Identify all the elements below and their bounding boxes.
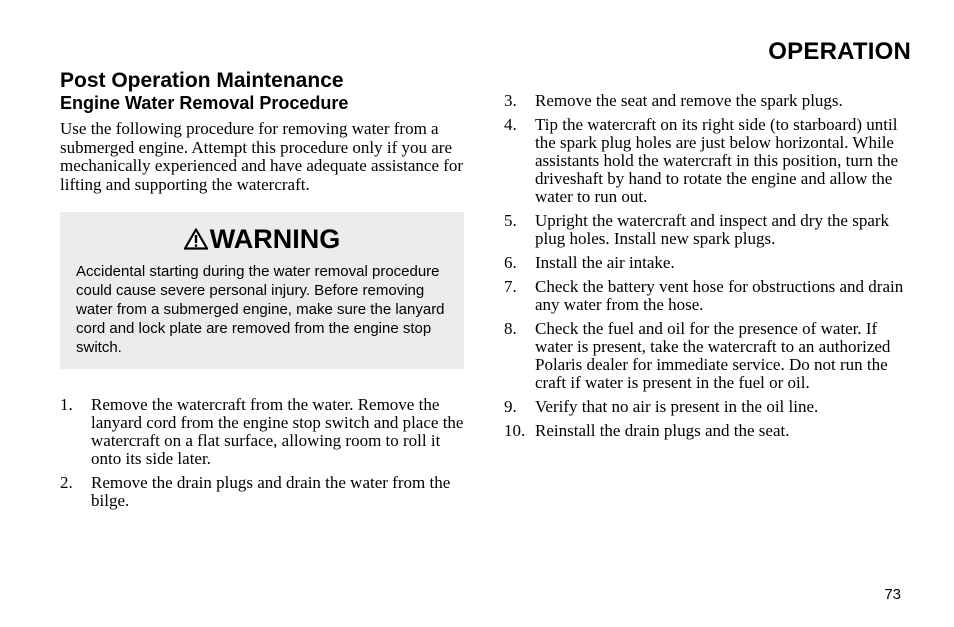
intro-paragraph: Use the following procedure for removing water from a submerged engine. Attempt this procedure only if you are mechanically experienced and have adequate assistance for lifting and supporting the watercraft.	[60, 119, 464, 194]
step-number: 9.	[504, 397, 517, 416]
warning-heading	[76, 224, 448, 254]
page-number: 73	[884, 586, 901, 603]
step-number: 5.	[504, 211, 517, 230]
list-item	[60, 474, 465, 510]
steps-list-right	[504, 92, 914, 440]
warning-box	[60, 212, 464, 369]
step-text: Remove the drain plugs and drain the water from the bilge.	[91, 473, 451, 510]
step-text: Remove the watercraft from the water. Remove the lanyard cord from the engine stop switch and place the watercraft on a flat surface, allowing room to roll it onto its side later.	[91, 395, 464, 468]
list-item	[504, 422, 914, 440]
step-number: 2.	[60, 473, 73, 492]
step-text: Upright the watercraft and inspect and dry the spark plug holes. Install new spark plugs.	[535, 211, 890, 248]
step-text: Check the battery vent hose for obstructions and drain any water from the hose.	[535, 277, 904, 314]
step-number: 8.	[504, 319, 517, 338]
step-number: 7.	[504, 277, 517, 296]
list-item	[60, 396, 465, 468]
list-item	[504, 92, 914, 110]
right-column	[504, 92, 914, 446]
page-title: Post Operation Maintenance	[60, 69, 344, 92]
warning-triangle-icon	[184, 228, 208, 250]
procedure-subtitle: Engine Water Removal Procedure	[60, 93, 349, 113]
list-item	[504, 278, 914, 314]
list-item	[504, 398, 914, 416]
step-text: Tip the watercraft on its right side (to starboard) until the spark plug holes are just below horizontal. While assistants hold the watercraft in this position, turn the driveshaft by hand to rotate the engine and allow the water to run out.	[535, 115, 899, 206]
section-header: OPERATION	[768, 38, 911, 65]
step-text: Verify that no air is present in the oil line.	[535, 397, 819, 416]
warning-text: Accidental starting during the water removal procedure could cause severe personal injury. Before removing water from a submerged engine, make sure the lanyard cord and lock plate are removed from the engine stop switch.	[76, 263, 445, 356]
list-item	[504, 116, 914, 206]
step-number: 4.	[504, 115, 517, 134]
step-text: Check the fuel and oil for the presence of water. If water is present, take the watercraft to an authorized Polaris dealer for immediate service. Do not run the craft if water is present in the fuel or oil.	[535, 319, 891, 392]
step-number: 6.	[504, 253, 517, 272]
step-number: 10.	[504, 421, 526, 440]
left-column	[60, 69, 465, 516]
step-text: Install the air intake.	[535, 253, 675, 272]
step-number: 1.	[60, 395, 73, 414]
step-number: 3.	[504, 91, 517, 110]
step-text: Remove the seat and remove the spark plugs.	[535, 91, 843, 110]
step-text: Reinstall the drain plugs and the seat.	[535, 421, 790, 440]
warning-title: WARNING	[209, 224, 341, 254]
steps-list-left	[60, 396, 465, 510]
list-item	[504, 212, 914, 248]
list-item	[504, 254, 914, 272]
list-item	[504, 320, 914, 392]
